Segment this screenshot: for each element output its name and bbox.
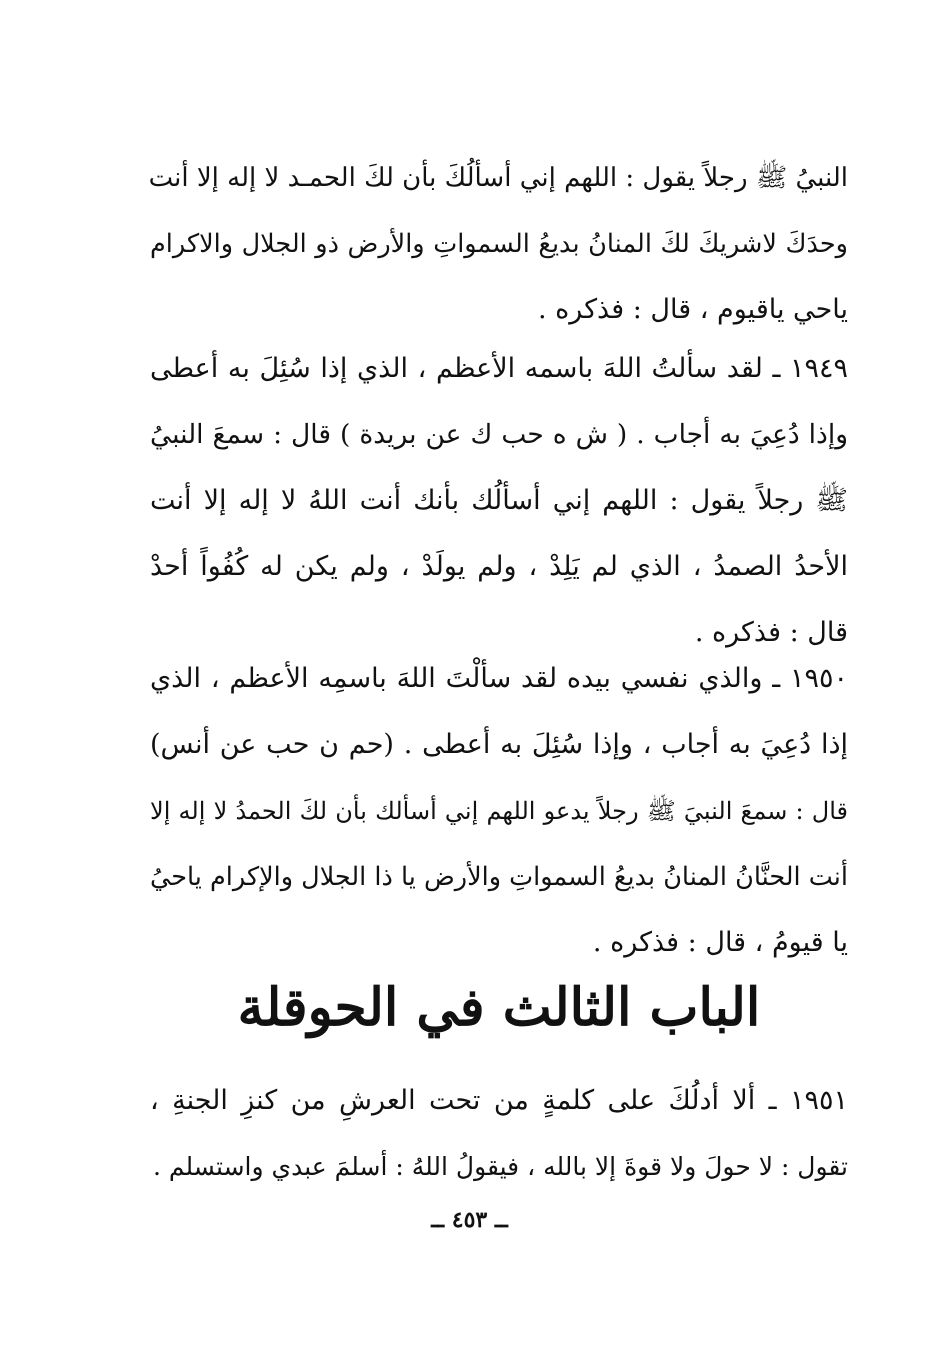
text-line: الأحدُ الصمدُ ، الذي لم يَلِدْ ، ولم يولَدْ ، ولم يكن له كُفُواً أحدْ <box>150 551 848 582</box>
text-line: قال : فذكره . <box>694 617 848 648</box>
paragraph-hadith-1950 <box>150 646 848 976</box>
text-line: ﷺ رجلاً يقول : اللهم إني أسألُك بأنك أنت اللهُ لا إله إلا أنت <box>150 485 848 516</box>
text-line: ياحي ياقيوم ، قال : فذكره . <box>537 294 848 325</box>
paragraph-hadith-1951 <box>150 1068 848 1200</box>
paragraph-hadith-1949 <box>150 336 848 666</box>
chapter-heading: الباب الثالث في الحوقلة <box>237 977 761 1038</box>
text-line: تقول : لا حولَ ولا قوةَ إلا بالله ، فيقولُ اللهُ : أسلمَ عبدي واستسلم . <box>152 1152 848 1181</box>
text-line: وإذا دُعِيَ به أجاب . ( ش ه حب ك عن بريدة ) قال : سمعَ النبيُ <box>150 419 848 450</box>
text-line: النبيُ ﷺ رجلاً يقول : اللهم إني أسألُكَ بأن لكَ الحمـد لا إله إلا أنت <box>148 163 848 193</box>
text-line: ١٩٥١ ـ ألا أدلُكَ على كلمةٍ من تحت العرشِ من كنزِ الجنةِ ، <box>150 1085 848 1116</box>
paragraph-hadith-1948-end <box>150 145 848 343</box>
text-line: يا قيومُ ، قال : فذكره . <box>592 927 848 958</box>
text-line: إذا دُعِيَ به أجاب ، وإذا سُئِلَ به أعطى . (حم ن حب عن أنس) <box>150 729 848 760</box>
text-line: ١٩٤٩ ـ لقد سألتُ اللهَ باسمه الأعظم ، الذي إذا سُئِلَ به أعطى <box>150 353 848 384</box>
text-line: قال : سمعَ النبيَ ﷺ رجلاً يدعو اللهم إني أسألك بأن لكَ الحمدُ لا إله إلا <box>150 797 848 825</box>
text-line: أنت الحنَّانُ المنانُ بديعُ السمواتِ والأرض يا ذا الجلال والإكرام ياحيُ <box>150 862 848 892</box>
text-line: وحدَكَ لاشريكَ لكَ المنانُ بديعُ السمواتِ والأرض ذو الجلال والاكرام <box>150 229 848 259</box>
page-number: ــ ٤٥٣ ــ <box>431 1207 508 1233</box>
text-line: ١٩٥٠ ـ والذي نفسي بيده لقد سألْتَ اللهَ باسمِه الأعظم ، الذي <box>150 663 848 694</box>
